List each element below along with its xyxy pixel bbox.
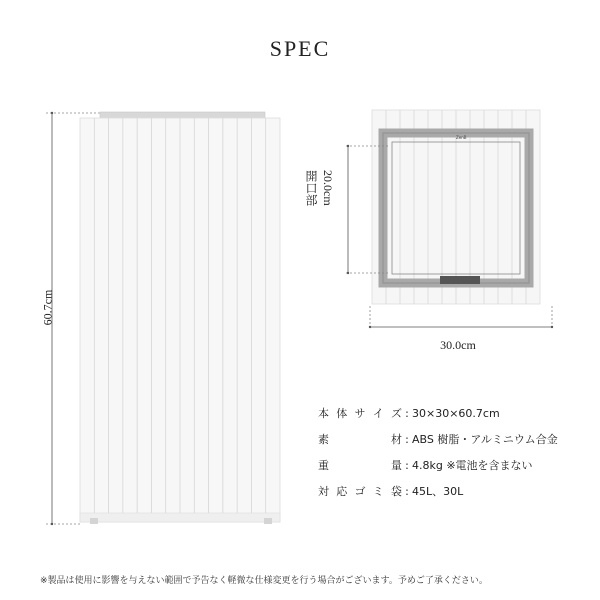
spec-value: 30×30×60.7cm xyxy=(412,407,500,420)
width-dimension-line xyxy=(370,306,552,330)
spec-key-char: サ xyxy=(354,407,366,420)
spec-value: 45L、30L xyxy=(412,485,464,498)
width-label: 30.0cm xyxy=(440,338,476,352)
page-title: SPEC xyxy=(269,36,331,61)
spec-separator: : xyxy=(405,407,409,420)
spec-key-char: イ xyxy=(372,407,384,420)
spec-key-char: 重 xyxy=(318,459,329,472)
can-body xyxy=(80,118,280,524)
spec-key-char: ゴ xyxy=(354,485,366,498)
spec-key-char: 対 xyxy=(318,485,329,498)
spec-value: 4.8kg ※電池を含まない xyxy=(412,459,533,472)
spec-key xyxy=(318,453,402,479)
spec-key-char: 袋 xyxy=(391,485,402,498)
spec-key-char: 量 xyxy=(391,459,402,472)
spec-row xyxy=(318,427,558,453)
spec-key xyxy=(318,427,402,453)
spec-row xyxy=(318,453,558,479)
opening-label: 開口部 xyxy=(304,170,318,206)
spec-separator: : xyxy=(405,433,409,446)
spec-key-char: 応 xyxy=(336,485,348,498)
spec-key xyxy=(318,401,402,427)
spec-key-char: 素 xyxy=(318,433,329,446)
spec-key-char: 材 xyxy=(391,433,402,446)
spec-key-char: 体 xyxy=(336,407,348,420)
disclaimer-note: ※製品は使用に影響を与えない範囲で予告なく軽微な仕様変更を行う場合がございます。予めご了承ください。 xyxy=(40,576,488,586)
spec-value: ABS 樹脂・アルミニウム合金 xyxy=(412,433,558,446)
spec-key-char: ミ xyxy=(372,485,384,498)
spec-key-char: 本 xyxy=(318,407,329,420)
opening-size-label: 20.0cm xyxy=(321,170,335,206)
spec-separator: : xyxy=(405,485,409,498)
spec-row xyxy=(318,401,558,427)
lid-logo: ZenB xyxy=(456,135,467,140)
spec-key xyxy=(318,479,402,505)
height-label: 60.7cm xyxy=(40,289,55,326)
spec-key-char: ズ xyxy=(391,407,402,420)
top-view-illustration xyxy=(372,110,540,304)
spec-table xyxy=(318,401,558,505)
spec-row xyxy=(318,479,558,505)
spec-separator: : xyxy=(405,459,409,472)
